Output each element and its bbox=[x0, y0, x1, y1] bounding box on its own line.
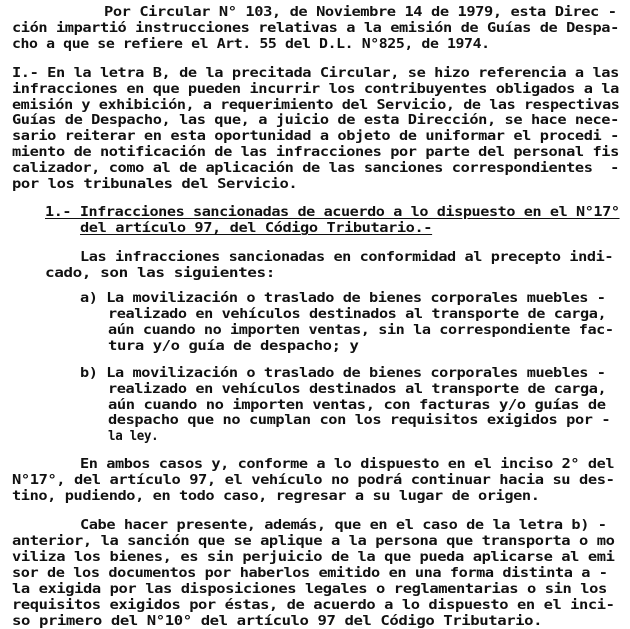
section-i-line: por los tribunales del Servicio. bbox=[12, 177, 298, 192]
paragraph-line: la exigida por las disposiciones legales o reglamentarias o sin los bbox=[12, 582, 607, 597]
item-a-line: tura y/o guía de despacho; y bbox=[108, 339, 359, 354]
section-i-line: sario reiterar en esta oportunidad a objeto de uniformar el procedi - bbox=[12, 129, 619, 144]
section-i-line: calizador, como al de aplicación de las sanciones correspondientes - bbox=[12, 161, 619, 176]
section-i-line: miento de notificación de las infracciones por parte del personal fis bbox=[12, 145, 619, 160]
item-b-line: realizado en vehículos destinados al transporte de carga, bbox=[108, 382, 607, 397]
intro-line: ción impartió instrucciones relativas a la emisión de Guías de Despa- bbox=[12, 21, 619, 36]
section-i-line: Guías de Despacho, las que, a juicio de esta Dirección, se hace nece- bbox=[12, 113, 619, 128]
section-heading: 1.- Infracciones sancionadas de acuerdo a lo dispuesto en el N°17° bbox=[45, 205, 620, 220]
paragraph-line: Cabe hacer presente, además, que en el caso de la letra b) - bbox=[80, 518, 607, 533]
item-b-line: b) La movilización o traslado de bienes corporales muebles - bbox=[80, 366, 606, 381]
item-b-line: aún cuando no importen ventas, con facturas y/o guías de bbox=[108, 398, 606, 413]
paragraph-line: requisitos exigidos por éstas, de acuerdo a lo dispuesto en el inci- bbox=[12, 598, 615, 613]
paragraph-line: N°17°, del artículo 97, el vehículo no podrá continuar hacia su des- bbox=[12, 473, 615, 488]
paragraph-line: sor de los documentos por haberlos emitido en una forma distinta a - bbox=[12, 566, 608, 581]
section-i-line: infracciones en que pueden incurrir los contribuyentes obligados a la bbox=[12, 82, 619, 97]
paragraph-line: so primero del N°10° del artículo 97 del Código Tributario. bbox=[12, 614, 543, 629]
item-b-line: la ley. bbox=[108, 429, 159, 444]
paragraph-line: anterior, la sanción que se aplique a la persona que transporta o mo bbox=[12, 534, 615, 549]
intro-line: cho a que se refiere el Art. 55 del D.L. N°825, de 1974. bbox=[12, 37, 490, 52]
paragraph-line: viliza los bienes, es sin perjuicio de la que pueda aplicarse al emi bbox=[12, 550, 615, 565]
item-b-line: despacho que no cumplan con los requisitos exigidos por - bbox=[108, 413, 611, 428]
item-a-line: a) La movilización o traslado de bienes corporales muebles - bbox=[80, 291, 606, 306]
paragraph-line: tino, pudiendo, en todo caso, regresar a su lugar de origen. bbox=[12, 489, 540, 504]
section-heading: del artículo 97, del Código Tributario.- bbox=[80, 221, 433, 236]
lead-in-line: Las infracciones sancionadas en conformidad al precepto indi- bbox=[80, 250, 614, 265]
section-i-line: I.- En la letra B, de la precitada Circular, se hizo referencia a las bbox=[12, 66, 619, 81]
item-a-line: realizado en vehículos destinados al transporte de carga, bbox=[108, 307, 607, 322]
section-i-line: emisión y exhibición, a requerimiento del Servicio, de las respectivas bbox=[12, 98, 620, 113]
paragraph-line: En ambos casos y, conforme a lo dispuesto en el inciso 2° del bbox=[80, 457, 615, 472]
intro-line: Por Circular N° 103, de Noviembre 14 de 1979, esta Direc - bbox=[104, 5, 617, 20]
item-a-line: aún cuando no importen ventas, sin la correspondiente fac- bbox=[108, 323, 614, 338]
lead-in-line: cado, son las siguientes: bbox=[45, 266, 275, 281]
